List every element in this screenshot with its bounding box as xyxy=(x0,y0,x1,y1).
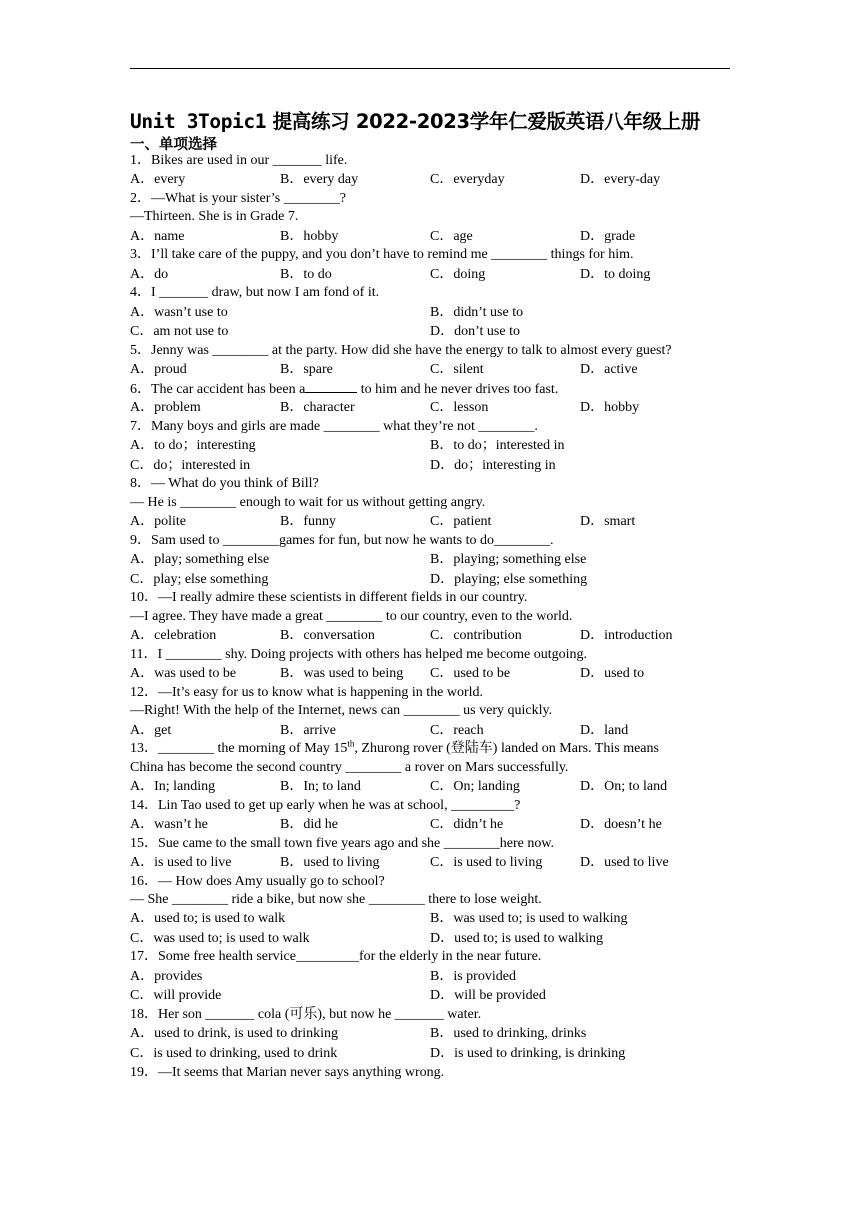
options-row xyxy=(130,929,730,949)
option[interactable]: B．conversation xyxy=(280,628,375,644)
option[interactable]: A．get xyxy=(130,722,172,738)
question-item xyxy=(130,835,730,873)
options-row xyxy=(130,626,730,646)
question-text xyxy=(130,740,730,758)
question-text: 1．Bikes are used in our _______ life. xyxy=(130,153,348,168)
option[interactable]: A．is used to live xyxy=(130,854,232,870)
option[interactable]: A．proud xyxy=(130,362,187,378)
question-item xyxy=(130,284,730,342)
question-item xyxy=(130,1006,730,1064)
page-title xyxy=(130,106,700,134)
option[interactable]: A．wasn’t he xyxy=(130,816,208,832)
option[interactable]: C．is used to living xyxy=(430,854,543,870)
question-text: 19．—It seems that Marian never says anything wrong. xyxy=(130,1064,445,1080)
options-row xyxy=(130,512,730,532)
options-row xyxy=(130,986,730,1006)
options-row xyxy=(130,1044,730,1064)
option[interactable]: C．silent xyxy=(430,362,484,378)
option[interactable]: D．is used to drinking, is drinking xyxy=(430,1046,626,1062)
question-item xyxy=(130,646,730,684)
options-row xyxy=(130,721,730,741)
option[interactable]: A．wasn’t use to xyxy=(130,304,228,320)
options-row xyxy=(130,436,730,456)
question-text: 17．Some free health service_________for the elderly in the near future. xyxy=(130,949,542,965)
option[interactable]: D．every-day xyxy=(580,172,661,188)
answer-blank xyxy=(305,380,357,393)
options-row xyxy=(130,570,730,590)
option[interactable]: C．doing xyxy=(430,266,486,282)
option[interactable]: D．On; to land xyxy=(580,778,668,794)
question-item xyxy=(130,1064,730,1082)
option[interactable]: B．to do xyxy=(280,266,332,282)
option[interactable]: C．lesson xyxy=(430,400,489,416)
options-row xyxy=(130,303,730,323)
option[interactable]: C．On; landing xyxy=(430,778,520,794)
question-item xyxy=(130,589,730,645)
option[interactable]: C．was used to; is used to walk xyxy=(130,930,310,946)
question-text: 15．Sue came to the small town five years ago and she ________here now. xyxy=(130,835,555,851)
question-item xyxy=(130,418,730,476)
question-text: —Right! With the help of the Internet, news can ________ us very quickly. xyxy=(130,703,553,719)
options-row xyxy=(130,398,730,418)
option[interactable]: D．used to; is used to walking xyxy=(430,930,604,946)
option[interactable]: D．will be provided xyxy=(430,988,546,1004)
question-text: 18．Her son _______ cola (可乐), but now he _______ water. xyxy=(130,1007,482,1023)
option[interactable]: B．In; to land xyxy=(280,778,361,794)
question-text: —I agree. They have made a great ________ to our country, even to the world. xyxy=(130,608,573,624)
question-text: 16．— How does Amy usually go to school? xyxy=(130,873,385,889)
question-text-part: , Zhurong rover (登陆车) landed on Mars. This means xyxy=(354,741,659,757)
option[interactable]: D．playing; else something xyxy=(430,571,588,587)
question-text-part: to him and he never drives too fast. xyxy=(357,381,559,397)
option[interactable]: C．age xyxy=(430,228,473,244)
question-text: 9．Sam used to ________games for fun, but now he wants to do________. xyxy=(130,532,554,548)
option[interactable]: C．reach xyxy=(430,722,484,738)
option[interactable]: B．did he xyxy=(280,816,338,832)
option[interactable]: D．smart xyxy=(580,514,636,530)
option[interactable]: D．hobby xyxy=(580,400,640,416)
option[interactable]: B．character xyxy=(280,400,355,416)
option[interactable]: C．patient xyxy=(430,514,492,530)
option[interactable]: A．polite xyxy=(130,514,186,530)
question-text xyxy=(130,380,730,398)
option[interactable]: A．celebration xyxy=(130,628,217,644)
option[interactable]: B．was used to being xyxy=(280,666,404,682)
option[interactable]: A．name xyxy=(130,228,185,244)
option[interactable]: A．do xyxy=(130,266,169,282)
option[interactable]: D．do；interesting in xyxy=(430,457,556,473)
option[interactable]: C．play; else something xyxy=(130,571,269,587)
option[interactable]: B．didn’t use to xyxy=(430,304,524,320)
question-text: 4．I _______ draw, but now I am fond of it. xyxy=(130,285,380,301)
option[interactable]: B．spare xyxy=(280,362,333,378)
question-text: 10．—I really admire these scientists in different fields in our country. xyxy=(130,590,528,606)
option[interactable]: A．to do；interesting xyxy=(130,438,256,454)
question-item xyxy=(130,380,730,418)
question-text: — He is ________ enough to wait for us without getting angry. xyxy=(130,494,486,510)
option[interactable]: D．don’t use to xyxy=(430,324,520,340)
option[interactable]: D．used to xyxy=(580,666,645,682)
option[interactable]: D．to doing xyxy=(580,266,651,282)
options-row xyxy=(130,227,730,247)
question-text: — She ________ ride a bike, but now she ________ there to lose weight. xyxy=(130,891,542,907)
question-item xyxy=(130,684,730,740)
option[interactable]: C．do；interested in xyxy=(130,457,251,473)
options-row xyxy=(130,456,730,476)
question-item xyxy=(130,152,730,190)
question-text: 8．— What do you think of Bill? xyxy=(130,476,319,492)
options-row xyxy=(130,1024,730,1044)
option[interactable]: D．active xyxy=(580,362,638,378)
question-text: China has become the second country ________ a rover on Mars successfully. xyxy=(130,759,569,775)
options-row xyxy=(130,322,730,342)
options-row xyxy=(130,777,730,797)
option[interactable]: D．grade xyxy=(580,228,636,244)
options-row xyxy=(130,664,730,684)
superscript: th xyxy=(347,738,355,749)
question-item xyxy=(130,873,730,949)
header-rule xyxy=(130,68,730,69)
options-row xyxy=(130,265,730,285)
question-text: 11．I ________ shy. Doing projects with others has helped me become outgoing. xyxy=(130,646,587,662)
option[interactable]: A．used to drink, is used to drinking xyxy=(130,1026,339,1042)
option[interactable]: B．playing; something else xyxy=(430,552,587,568)
option[interactable]: C．used to be xyxy=(430,666,511,682)
option[interactable]: A．was used to be xyxy=(130,666,237,682)
question-item xyxy=(130,342,730,380)
option[interactable]: B．arrive xyxy=(280,722,336,738)
title-text: 提高练习 2022-2023学年仁爱版英语八年级上册 xyxy=(266,110,701,133)
option[interactable]: A．In; landing xyxy=(130,778,216,794)
options-row xyxy=(130,170,730,190)
options-row xyxy=(130,853,730,873)
question-text: 7．Many boys and girls are made ________ what they’re not ________. xyxy=(130,418,538,434)
question-item xyxy=(130,948,730,1006)
question-text: 2．—What is your sister’s ________? xyxy=(130,190,346,206)
options-row xyxy=(130,550,730,570)
option[interactable]: C．is used to drinking, used to drink xyxy=(130,1046,338,1062)
option[interactable]: A．used to; is used to walk xyxy=(130,911,286,927)
option[interactable]: D．introduction xyxy=(580,628,673,644)
section-heading: 一、单项选择 xyxy=(130,137,217,153)
question-item xyxy=(130,797,730,835)
option[interactable]: D．land xyxy=(580,722,629,738)
question-item xyxy=(130,740,730,796)
options-row xyxy=(130,815,730,835)
option[interactable]: B．hobby xyxy=(280,228,339,244)
option[interactable]: B．to do；interested in xyxy=(430,438,565,454)
question-text: 5．Jenny was ________ at the party. How did she have the energy to talk to almost every guest? xyxy=(130,342,672,358)
question-text-part: 6．The car accident has been a xyxy=(130,381,306,397)
option[interactable]: C．contribution xyxy=(430,628,522,644)
option[interactable]: B．used to drinking, drinks xyxy=(430,1026,587,1042)
options-row xyxy=(130,909,730,929)
option[interactable]: A．provides xyxy=(130,968,203,984)
question-text: —Thirteen. She is in Grade 7. xyxy=(130,209,299,225)
option[interactable]: B．used to living xyxy=(280,854,380,870)
option[interactable]: D．doesn’t he xyxy=(580,816,662,832)
question-text: 14．Lin Tao used to get up early when he was at school, _________? xyxy=(130,797,521,813)
option[interactable]: C．everyday xyxy=(430,172,505,188)
question-item xyxy=(130,246,730,284)
question-list xyxy=(130,152,730,1082)
option[interactable]: C．am not use to xyxy=(130,324,229,340)
option[interactable]: C．will provide xyxy=(130,988,222,1004)
option[interactable]: B．every day xyxy=(280,172,359,188)
options-row xyxy=(130,967,730,987)
option[interactable]: C．didn’t he xyxy=(430,816,504,832)
option[interactable]: A．problem xyxy=(130,400,201,416)
option[interactable]: D．used to live xyxy=(580,854,669,870)
question-item xyxy=(130,475,730,531)
question-text-part: 13．________ the morning of May 15 xyxy=(130,741,348,757)
option[interactable]: A．every xyxy=(130,172,186,188)
option[interactable]: B．is provided xyxy=(430,968,516,984)
question-item xyxy=(130,532,730,590)
question-text: 12．—It’s easy for us to know what is happening in the world. xyxy=(130,684,484,700)
option[interactable]: B．funny xyxy=(280,514,336,530)
option[interactable]: A．play; something else xyxy=(130,552,270,568)
options-row xyxy=(130,360,730,380)
option[interactable]: B．was used to; is used to walking xyxy=(430,911,628,927)
question-text: 3．I’ll take care of the puppy, and you don’t have to remind me ________ things for him. xyxy=(130,247,634,263)
question-item xyxy=(130,190,730,246)
title-unit: Unit 3Topic1 xyxy=(130,110,267,133)
